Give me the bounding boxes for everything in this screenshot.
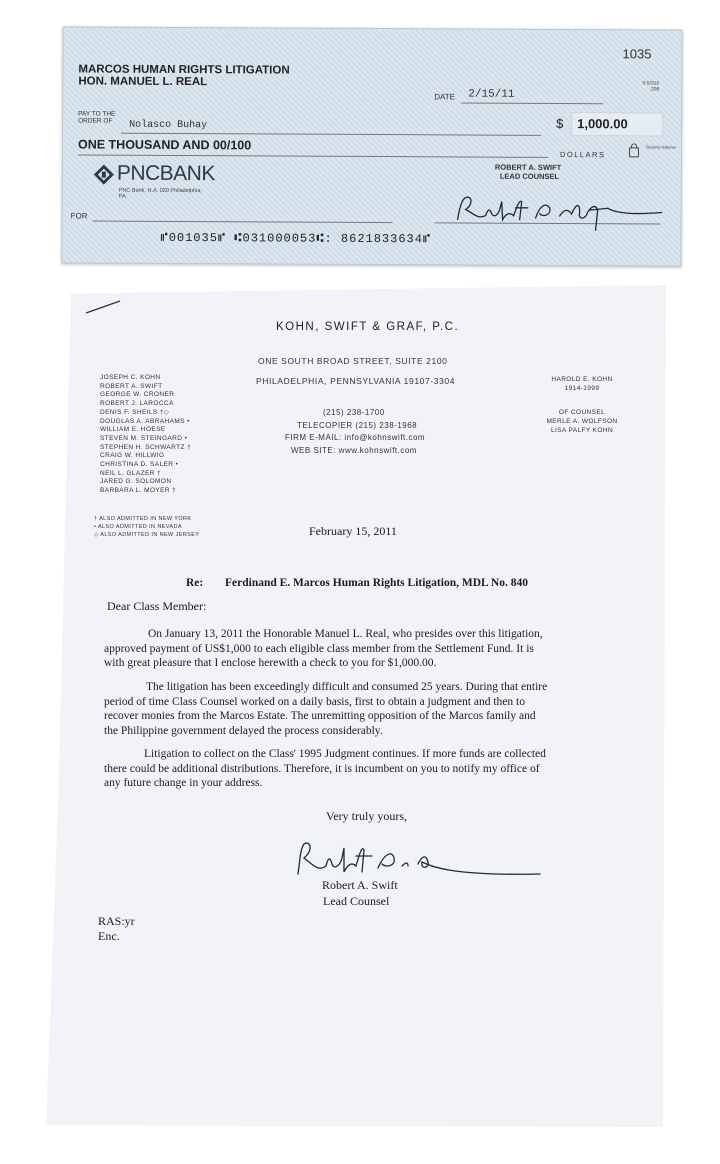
signer-name: Robert A. Swift: [322, 878, 398, 892]
memo-label: FOR: [70, 211, 88, 221]
pnc-logo-icon: [93, 164, 115, 186]
routing-fraction: 3-5/310 206: [642, 80, 660, 93]
paragraph-line: there could be additional distributions. Therefore, it is incumbent on you to notify my office of: [104, 762, 540, 775]
dollar-sign: $: [556, 115, 564, 132]
partner-name: STEVEN M. STEINGARD •: [100, 434, 188, 442]
admission-note: † ALSO ADMITTED IN NEW YORK: [94, 516, 192, 522]
check-signer-title: LEAD COUNSEL: [499, 171, 560, 181]
letter-date: February 15, 2011: [309, 524, 397, 538]
pay-to-label: PAY TO THE ORDER OF: [78, 110, 116, 125]
of-counsel-name: MERLE A. WOLFSON: [546, 418, 618, 426]
amount-words-line: [78, 154, 548, 157]
paragraph-line: approved payment of US$1,000 to each eligible class member from the Settlement Fund. It is: [104, 642, 534, 655]
check: [61, 26, 682, 266]
subject-line: Ferdinand E. Marcos Human Rights Litigation, MDL No. 840: [225, 577, 528, 589]
subject-label: Re:: [186, 577, 204, 589]
amount-words: ONE THOUSAND AND 00/100: [77, 137, 252, 153]
admission-notes: [94, 515, 199, 539]
partner-name: WILLIAM E. HOESE: [100, 426, 166, 434]
check-signature: [448, 189, 668, 232]
partner-name: ROBERT A. SWIFT: [100, 382, 163, 390]
typist-initials: RAS:yr: [98, 914, 135, 928]
partner-name: DENIS F. SHEILS †◇: [100, 408, 170, 416]
founder-years: 1914-1999: [564, 384, 600, 392]
salutation: Dear Class Member:: [107, 599, 207, 613]
check-signer-name: ROBERT A. SWIFT: [494, 162, 562, 172]
admission-note: ◇ ALSO ADMITTED IN NEW JERSEY: [94, 532, 200, 538]
bank-name: PNCBANK: [116, 161, 215, 186]
firm-email: FIRM E-MAIL: info@kohnswift.com: [285, 433, 426, 442]
padlock-icon: [629, 147, 639, 157]
paragraph-line: any future change in your address.: [104, 777, 263, 789]
paragraph-1: [104, 627, 592, 671]
firm-phone: (215) 238-1700: [323, 408, 385, 417]
paragraph-line: with great pleasure that I enclose herewith a check to you for $1,000.00.: [104, 657, 437, 669]
letter-signature: [290, 836, 550, 884]
of-counsel-name: LISA PALFY KOHN: [550, 426, 614, 434]
partner-name: BARBARA L. MOYER †: [100, 487, 177, 495]
partner-name: CRAIG W. HILLWIG: [100, 452, 165, 460]
check-number: 1035: [622, 46, 652, 62]
bank-address: PNC Bank, N.A. 020 Philadelphia, PA: [118, 187, 202, 200]
paragraph-line: Litigation to collect on the Class' 1995 Judgment continues. If more funds are collected: [144, 748, 546, 760]
enclosure-note: Enc.: [98, 929, 120, 943]
payer-name: MARCOS HUMAN RIGHTS LITIGATION: [78, 63, 290, 77]
date-value: 2/15/11: [468, 88, 515, 101]
payee-line: [121, 133, 541, 136]
admission-note: • ALSO ADMITTED IN NEVADA: [94, 524, 182, 530]
firm-address-line1: ONE SOUTH BROAD STREET, SUITE 2100: [258, 356, 448, 366]
partner-name: JARED G. SOLOMON: [100, 478, 172, 486]
payee-name: Nolasco Buhay: [129, 119, 208, 132]
paragraph-3: [104, 747, 592, 791]
amount-value: 1,000.00: [577, 116, 628, 132]
firm-telecopier: TELECOPIER (215) 238-1968: [297, 421, 418, 430]
paragraph-line: the Philippine government delayed the process considerably.: [104, 724, 383, 737]
payer-subname: HON. MANUEL L. REAL: [78, 75, 208, 89]
partner-name: ROBERT J. LAROCCA: [100, 400, 174, 408]
partner-name: DOUGLAS A. ABRAHAMS •: [100, 417, 190, 425]
partner-name: JOSEPH C. KOHN: [100, 374, 161, 381]
paragraph-2: [104, 680, 592, 738]
closing: Very truly yours,: [326, 809, 407, 823]
date-label: DATE: [434, 92, 456, 102]
right-column: [542, 376, 622, 436]
of-counsel-label: OF COUNSEL: [558, 409, 606, 417]
partner-name: STEPHEN H. SCHWARTZ †: [100, 443, 192, 451]
micr-line: ⑈001035⑈ ⑆031000053⑆: 8621833634⑈: [160, 230, 432, 247]
paragraph-line: recover monies from the Marcos Estate. The unremitting opposition of the Marcos family and: [104, 710, 536, 722]
founder-name: HAROLD E. KOHN: [551, 376, 613, 383]
dollars-label: DOLLARS: [559, 149, 606, 160]
firm-address-line2: PHILADELPHIA, PENNSYLVANIA 19107-3304: [256, 376, 456, 386]
signer-title: Lead Counsel: [323, 894, 390, 908]
partner-list: [100, 374, 191, 496]
partner-name: GEORGE W. CRONER: [100, 391, 175, 399]
security-note: Security features: [645, 144, 677, 150]
paragraph-line: The litigation has been exceedingly difficult and consumed 25 years. During that entire: [146, 681, 548, 693]
firm-name: KOHN, SWIFT & GRAF, P.C.: [276, 321, 460, 333]
partner-name: CHRISTINA D. SALER •: [100, 461, 179, 469]
memo-line: [93, 221, 393, 224]
partner-name: NEIL L. GLAZER †: [100, 469, 162, 477]
firm-website: WEB SITE: www.kohnswift.com: [291, 446, 417, 455]
paragraph-line: On January 13, 2011 the Honorable Manuel L. Real, who presides over this litigation,: [148, 628, 543, 640]
date-line: [461, 102, 603, 104]
paragraph-line: period of time Class Counsel worked on a daily basis, first to obtain a judgment and then to: [104, 695, 525, 708]
